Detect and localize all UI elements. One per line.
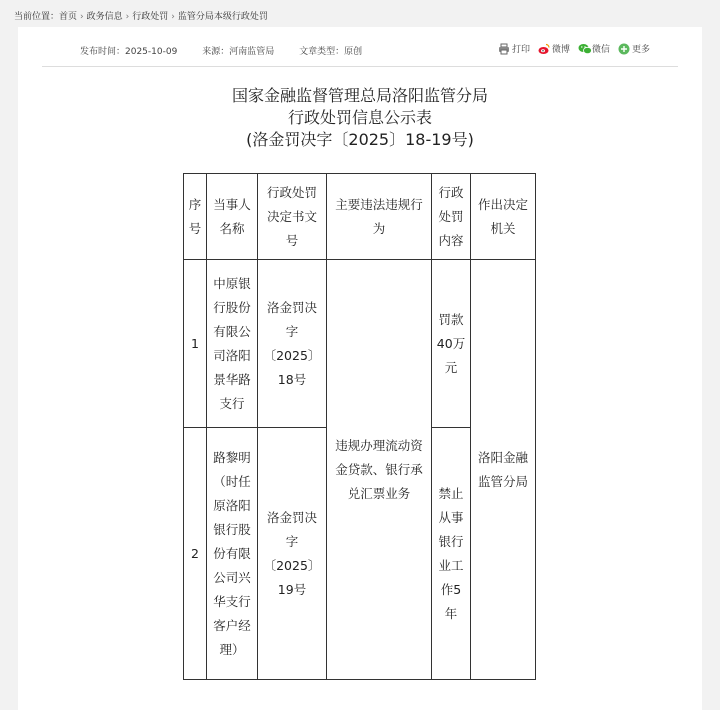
header-text: 行政	[438, 184, 464, 200]
party-cell	[207, 428, 258, 680]
content-text: 40万	[436, 335, 466, 351]
party-text: 理）	[219, 641, 245, 657]
authority-cell	[471, 260, 536, 680]
header-text: 主要违法违规行	[335, 196, 423, 212]
party-text: 行股份	[213, 299, 251, 315]
violation-text: 金贷款、银行承	[335, 461, 423, 477]
party-text: 公司兴	[213, 569, 251, 585]
violation-cell	[327, 260, 432, 680]
breadcrumb-separator: ›	[171, 12, 175, 22]
wechat-share-button[interactable]	[578, 42, 610, 55]
header-text: 名称	[219, 220, 245, 236]
content-text: 元	[444, 359, 458, 375]
header-cell-no	[184, 174, 207, 260]
doc-text: 字	[285, 533, 299, 549]
header-text: 作出决定	[477, 196, 528, 212]
header-text: 行政处罚	[266, 184, 317, 200]
penalty-content-cell	[432, 260, 471, 428]
header-text: 当事人	[213, 196, 251, 212]
breadcrumb-current-link[interactable]: 监管分局本级行政处罚	[177, 12, 268, 22]
doc-text: 〔2025〕	[263, 557, 321, 573]
doc-text: 19号	[277, 581, 307, 597]
header-text: 为	[372, 220, 386, 236]
breadcrumb-separator: ›	[125, 12, 130, 22]
document-title	[18, 85, 702, 151]
header-text: 决定书文	[266, 208, 317, 224]
content-text: 银行	[438, 533, 464, 549]
party-cell	[207, 260, 258, 428]
breadcrumb-penalty-link[interactable]: 行政处罚	[132, 12, 169, 22]
party-text: 银行股	[213, 521, 251, 537]
doc-text: 18号	[277, 371, 307, 387]
authority-text: 洛阳金融	[477, 449, 528, 465]
content-text: 作5	[440, 581, 462, 597]
article-type: 文章类型：原创	[299, 47, 363, 57]
doc-text: 洛金罚决	[266, 299, 317, 315]
article-panel	[18, 27, 702, 710]
party-text: 华支行	[213, 593, 251, 609]
decision-doc-cell	[258, 428, 327, 680]
header-text: 号	[188, 220, 202, 236]
weibo-label: 微博	[551, 45, 570, 55]
header-text: 处罚	[438, 208, 464, 224]
wechat-icon	[578, 43, 590, 55]
doc-text: 洛金罚决	[266, 509, 317, 525]
weibo-icon	[538, 43, 550, 55]
party-text: （时任	[213, 473, 251, 489]
breadcrumb-separator: ›	[80, 12, 84, 22]
table-row	[184, 260, 536, 428]
header-cell-violation	[327, 174, 432, 260]
violation-text: 兑汇票业务	[347, 485, 411, 501]
party-text: 有限公	[213, 323, 251, 339]
plus-icon	[618, 43, 630, 55]
breadcrumb-politics-link[interactable]: 政务信息	[86, 12, 123, 22]
more-share-button[interactable]	[618, 42, 650, 55]
table-header-row	[184, 174, 536, 260]
party-text: 份有限	[213, 545, 251, 561]
content-text: 年	[444, 605, 458, 621]
content-text: 罚款	[438, 311, 464, 327]
weibo-share-button[interactable]	[538, 42, 570, 55]
violation-text: 违规办理流动资	[335, 437, 423, 453]
article-source: 来源：河南监管局	[202, 47, 275, 57]
content-text: 业工	[438, 557, 464, 573]
header-text: 号	[285, 232, 299, 248]
header-text: 序	[188, 196, 202, 212]
party-text: 司洛阳	[213, 347, 251, 363]
meta-divider	[42, 66, 678, 67]
party-text: 原洛阳	[213, 497, 251, 513]
breadcrumb-prefix: 当前位置：	[14, 12, 60, 22]
doc-text: 字	[285, 323, 299, 339]
title-line-2: 行政处罚信息公示表	[287, 108, 432, 127]
header-cell-content	[432, 174, 471, 260]
printer-icon	[498, 43, 510, 55]
content-text: 禁止	[438, 485, 464, 501]
header-cell-authority	[471, 174, 536, 260]
publish-date: 发布时间：2025-10-09	[80, 47, 178, 57]
header-cell-party	[207, 174, 258, 260]
article-meta	[80, 44, 384, 57]
penalty-table	[183, 173, 536, 680]
more-label: 更多	[631, 45, 650, 55]
wechat-label: 微信	[591, 45, 610, 55]
row-number: 2	[184, 428, 207, 680]
content-text: 从事	[438, 509, 464, 525]
print-button[interactable]	[498, 42, 530, 55]
party-text: 支行	[219, 395, 245, 411]
party-text: 客户经	[213, 617, 251, 633]
header-text: 机关	[490, 220, 516, 236]
party-text: 中原银	[213, 275, 251, 291]
row-number: 1	[184, 260, 207, 428]
party-text: 路黎明	[213, 449, 251, 465]
party-text: 景华路	[213, 371, 251, 387]
breadcrumb	[14, 9, 268, 22]
title-line-1: 国家金融监督管理总局洛阳监管分局	[231, 86, 488, 105]
doc-text: 〔2025〕	[263, 347, 321, 363]
print-label: 打印	[511, 45, 530, 55]
share-bar	[490, 42, 650, 55]
header-cell-doc	[258, 174, 327, 260]
authority-text: 监管分局	[477, 473, 528, 489]
title-line-3: (洛金罚决字〔2025〕18-19号)	[246, 130, 474, 149]
decision-doc-cell	[258, 260, 327, 428]
breadcrumb-home-link[interactable]: 首页	[59, 12, 78, 22]
penalty-content-cell	[432, 428, 471, 680]
header-text: 内容	[438, 232, 464, 248]
